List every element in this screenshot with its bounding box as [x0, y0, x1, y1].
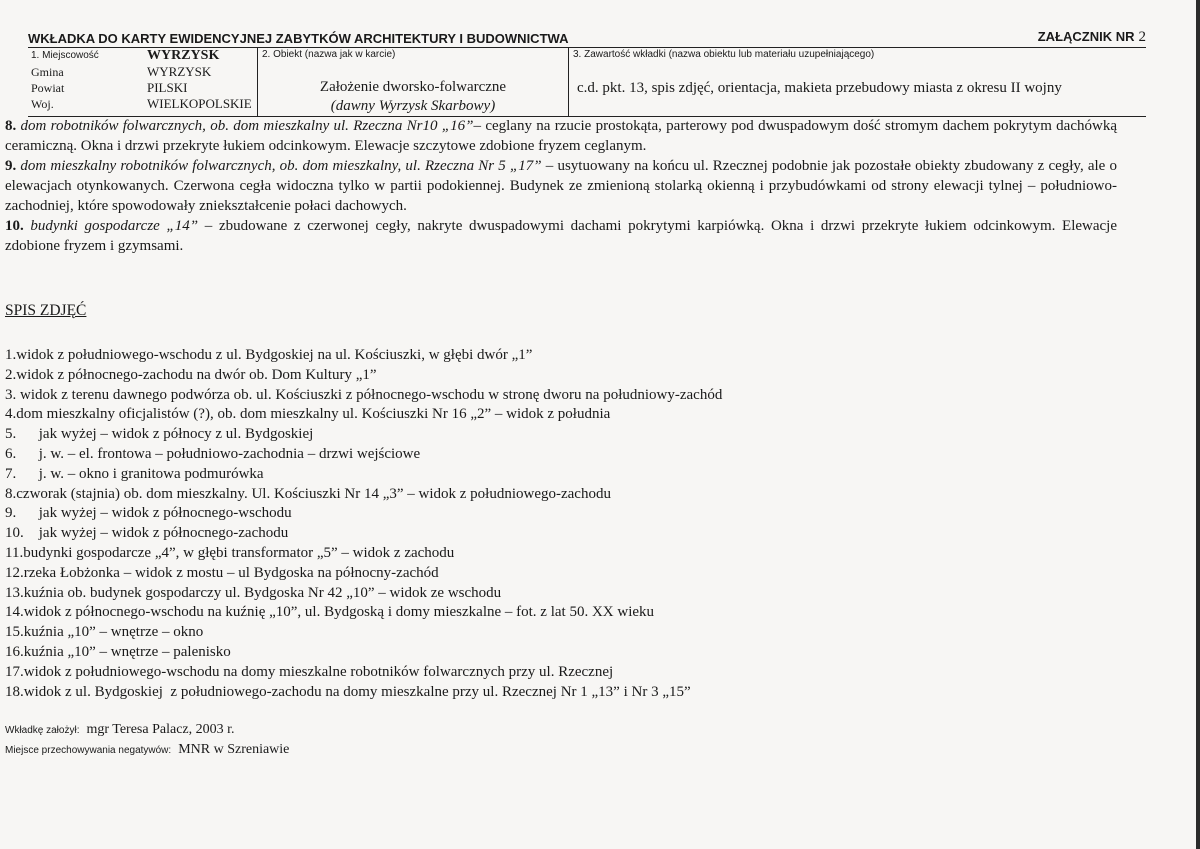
storage-value: MNR w Szreniawie	[178, 742, 290, 757]
storage-row	[5, 740, 289, 760]
photo-list-item: 7. j. w. – okno i granitowa podmurówka	[5, 465, 264, 482]
gmina-value: WYRZYSK	[147, 64, 212, 79]
author-value: mgr Teresa Palacz, 2003 r.	[86, 722, 235, 737]
photo-list-item: 6. j. w. – el. frontowa – południowo-zachodnia – drzwi wejściowe	[5, 445, 421, 462]
description-number: 8	[5, 118, 13, 134]
description-item: 9. dom mieszkalny robotników folwarcznych, ob. dom mieszkalny, ul. Rzeczna Nr 5 „17” – usytuowany na końcu ul. Rzecznej podobnie jak pozostałe obiekty zbudowany z cegły, ale o elewacjach otynkowanych. Czerwona cegła widoczna tylko w partii podokiennej. Budynek ze zmienioną stolarką okienną i przybudówkami od strony elewacji tylnej – południowo-zachodniej, które spowodowały zniekształcenie połaci dachowych.	[5, 158, 1117, 214]
description-title: budynki gospodarcze „14”	[30, 218, 199, 234]
description-section	[5, 116, 1117, 256]
description-item: 8. dom robotników folwarcznych, ob. dom mieszkalny ul. Rzeczna Nr10 „16”– ceglany na rzucie prostokąta, parterowy pod dwuspadowym dość stromym dachem pokrytym dachówką ceramiczną. Okna i drzwi przekryte łukiem odcinkowym. Elewacje szczytowe zdobione fryzem ceglanym.	[5, 118, 1117, 154]
photo-list-item: 17.widok z południowego-wschodu na domy mieszkalne robotników folwarcznych przy ul. Rzecznej	[5, 663, 614, 680]
photo-list-item: 12.rzeka Łobżonka – widok z mostu – ul Bydgoska na północny-zachód	[5, 564, 439, 581]
annex-number: 2	[1138, 29, 1146, 45]
description-number: 9	[5, 158, 13, 174]
description-title: dom mieszkalny robotników folwarcznych, ob. dom mieszkalny, ul. Rzeczna Nr 5 „17”	[20, 158, 542, 174]
storage-label: Miejsce przechowywania negatywów:	[5, 745, 172, 756]
annex-label-group	[1038, 29, 1146, 46]
object-name	[258, 78, 568, 116]
photo-list-item: 9. jak wyżej – widok z północnego-wschodu	[5, 505, 292, 522]
object-name-line2: (dawny Wyrzysk Skarbowy)	[330, 98, 496, 114]
photo-list-item: 1.widok z południowego-wschodu z ul. Bydgoskiej na ul. Kościuszki, w głębi dwór „1”	[5, 347, 533, 363]
description-number: 10	[5, 218, 20, 234]
description-item: 10. budynki gospodarcze „14” – zbudowane z czerwonej cegły, nakryte dwuspadowymi dachami pokrytymi karpiówką. Okna i drzwi przekryte łukiem odcinkowym. Elewacje zdobione fryzem i gzymsami.	[5, 218, 1118, 254]
author-row	[5, 720, 289, 740]
voivodeship-row	[28, 96, 257, 112]
photo-list-item: 11.budynki gospodarcze „4”, w głębi transformator „5” – widok z zachodu	[5, 544, 455, 561]
powiat-row	[28, 80, 257, 96]
description-text: – usytuowany na końcu ul. Rzecznej podobnie jak pozostałe obiekty zbudowany z cegły, ale o elewacjach otynkowanych. Czerwona cegła widoczna tylko w partii podokiennej. Budynek ze zmienioną stolarką okienną i przybudówkami od strony elewacji tylnej – południowo-zachodniej, które spowodowały zniekształcenie połaci dachowych.	[5, 158, 1117, 214]
photo-list-item: 14.widok z północnego-wschodu na kuźnię „10”, ul. Bydgoską i domy mieszkalne – fot. z lat 50. XX wieku	[5, 604, 655, 621]
location-row	[28, 48, 257, 64]
scan-edge-shadow	[1196, 0, 1200, 849]
voivodeship-label: Woj.	[31, 97, 54, 111]
photo-list-item: 10. jak wyżej – widok z północnego-zachodu	[5, 525, 289, 542]
location-cell	[28, 48, 258, 117]
contents-label: 3. Zawartość wkładki (nazwa obiektu lub materiału uzupełniającego)	[573, 49, 875, 60]
contents-value: c.d. pkt. 13, spis zdjęć, orientacja, makieta przebudowy miasta z okresu II wojny	[577, 80, 1062, 96]
description-text: – zbudowane z czerwonej cegły, nakryte dwuspadowymi dachami pokrytymi karpiówką. Okna i drzwi przekryte łukiem odcinkowym. Elewacje zdobione fryzem i gzymsami.	[5, 218, 1118, 254]
document-page	[28, 28, 1146, 117]
voivodeship-value: WIELKOPOLSKIE	[147, 96, 252, 111]
powiat-label: Powiat	[31, 81, 65, 95]
photo-list-item: 13.kuźnia ob. budynek gospodarczy ul. Bydgoska Nr 42 „10” – widok ze wschodu	[5, 584, 502, 601]
photo-list-item: 3. widok z terenu dawnego podwórza ob. ul. Kościuszki z północnego-wschodu w stronę dworu na południowy-zachód	[5, 386, 723, 403]
object-label: 2. Obiekt (nazwa jak w karcie)	[262, 49, 396, 60]
photo-list-item: 15.kuźnia „10” – wnętrze – okno	[5, 624, 204, 641]
location-label: 1. Miejscowość	[31, 50, 99, 61]
gmina-label: Gmina	[31, 65, 64, 79]
author-label: Wkładkę założył:	[5, 725, 80, 736]
description-text: – ceglany na rzucie prostokąta, parterowy pod dwuspadowym dość stromym dachem pokrytym dachówką ceramiczną. Okna i drzwi przekryte łukiem odcinkowym. Elewacje szczytowe zdobione fryzem ceglanym.	[5, 118, 1117, 154]
object-cell	[258, 48, 569, 117]
document-title: WKŁADKA DO KARTY EWIDENCYJNEJ ZABYTKÓW ARCHITEKTURY I BUDOWNICTWA	[28, 31, 569, 46]
photo-list-title: SPIS ZDJĘĆ	[5, 302, 87, 319]
metadata-table	[28, 48, 1146, 117]
photo-list-item: 5. jak wyżej – widok z północy z ul. Bydgoskiej	[5, 426, 314, 443]
photo-list-item: 4.dom mieszkalny oficjalistów (?), ob. dom mieszkalny ul. Kościuszki Nr 16 „2” – widok z południa	[5, 406, 611, 423]
photo-list-item: 16.kuźnia „10” – wnętrze – palenisko	[5, 643, 231, 660]
description-title: dom robotników folwarcznych, ob. dom mieszkalny ul. Rzeczna Nr10 „16”	[20, 118, 474, 134]
photo-list	[5, 346, 1115, 702]
footer	[5, 720, 289, 760]
location-value: WYRZYSK	[147, 48, 220, 63]
powiat-value: PILSKI	[147, 80, 188, 95]
contents-cell	[569, 48, 1147, 117]
annex-label: ZAŁĄCZNIK NR	[1037, 29, 1135, 44]
gmina-row	[28, 64, 257, 80]
photo-list-item: 8.czworak (stajnia) ob. dom mieszkalny. Ul. Kościuszki Nr 14 „3” – widok z południowego-zachodu	[5, 485, 611, 502]
photo-list-item: 2.widok z północnego-zachodu na dwór ob. Dom Kultury „1”	[5, 366, 377, 383]
document-header	[28, 28, 1146, 48]
object-name-line1: Założenie dworsko-folwarczne	[319, 79, 507, 95]
photo-list-item: 18.widok z ul. Bydgoskiej z południowego-zachodu na domy mieszkalne przy ul. Rzecznej Nr 1 „13” i Nr 3 „15”	[5, 683, 691, 700]
